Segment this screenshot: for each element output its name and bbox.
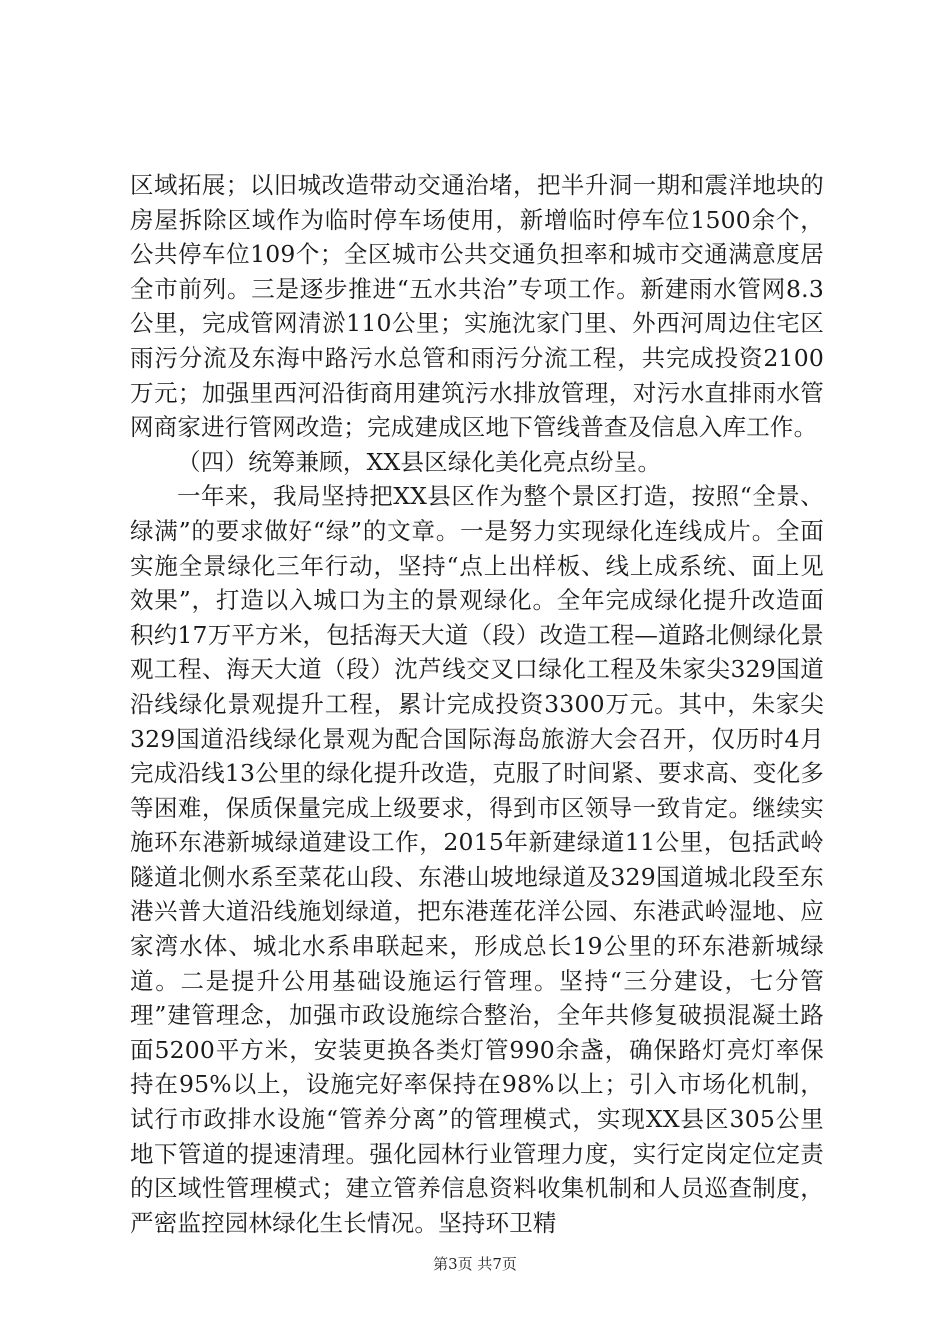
document-body xyxy=(130,168,824,1240)
page-number-footer: 第3页 共7页 xyxy=(433,1255,517,1273)
paragraph-greening: 一年来，我局坚持把XX县区作为整个景区打造，按照“全景、绿满”的要求做好“绿”的文章。一是努力实现绿化连线成片。全面实施全景绿化三年行动，坚持“点上出样板、线上成系统、面上见效果”，打造以入城口为主的景观绿化。全年完成绿化提升改造面积约17万平方米，包括海天大道（段）改造工程—道路北侧绿化景观工程、海天大道（段）沈芦线交叉口绿化工程及朱家尖329国道沿线绿化景观提升工程，累计完成投资3300万元。其中，朱家尖329国道沿线绿化景观为配合国际海岛旅游大会召开，仅历时4月完成沿线13公里的绿化提升改造，克服了时间紧、要求高、变化多等困难，保质保量完成上级要求，得到市区领导一致肯定。继续实施环东港新城绿道建设工作，2015年新建绿道11公里，包括武岭隧道北侧水系至菜花山段、东港山坡地绿道及329国道城北段至东港兴普大道沿线施划绿道，把东港莲花洋公园、东港武岭湿地、应家湾水体、城北水系串联起来，形成总长19公里的环东港新城绿道。二是提升公用基础设施运行管理。坚持“三分建设，七分管理”建管理念，加强市政设施综合整治，全年共修复破损混凝土路面5200平方米，安装更换各类灯管990余盏，确保路灯亮灯率保持在95%以上，设施完好率保持在98%以上；引入市场化机制，试行市政排水设施“管养分离”的管理模式，实现XX县区305公里地下管道的提速清理。强化园林行业管理力度，实行定岗定位定责的区域性管理模式；建立管养信息资料收集机制和人员巡查制度，严密监控园林绿化生长情况。坚持环卫精 xyxy=(130,482,824,1237)
section-heading: （四）统筹兼顾，XX县区绿化美化亮点纷呈。 xyxy=(177,447,662,476)
paragraph-continued: 区域拓展；以旧城改造带动交通治堵，把半升洞一期和震洋地块的房屋拆除区域作为临时停车场使用，新增临时停车位1500余个，公共停车位109个；全区城市公共交通负担率和城市交通满意度居全市前列。三是逐步推进“五水共治”专项工作。新建雨水管网8.3公里，完成管网清淤110公里；实施沈家门里、外西河周边住宅区雨污分流及东海中路污水总管和雨污分流工程，共完成投资2100万元；加强里西河沿街商用建筑污水排放管理，对污水直排雨水管网商家进行管网改造；完成建成区地下管线普查及信息入库工作。 xyxy=(130,171,824,442)
